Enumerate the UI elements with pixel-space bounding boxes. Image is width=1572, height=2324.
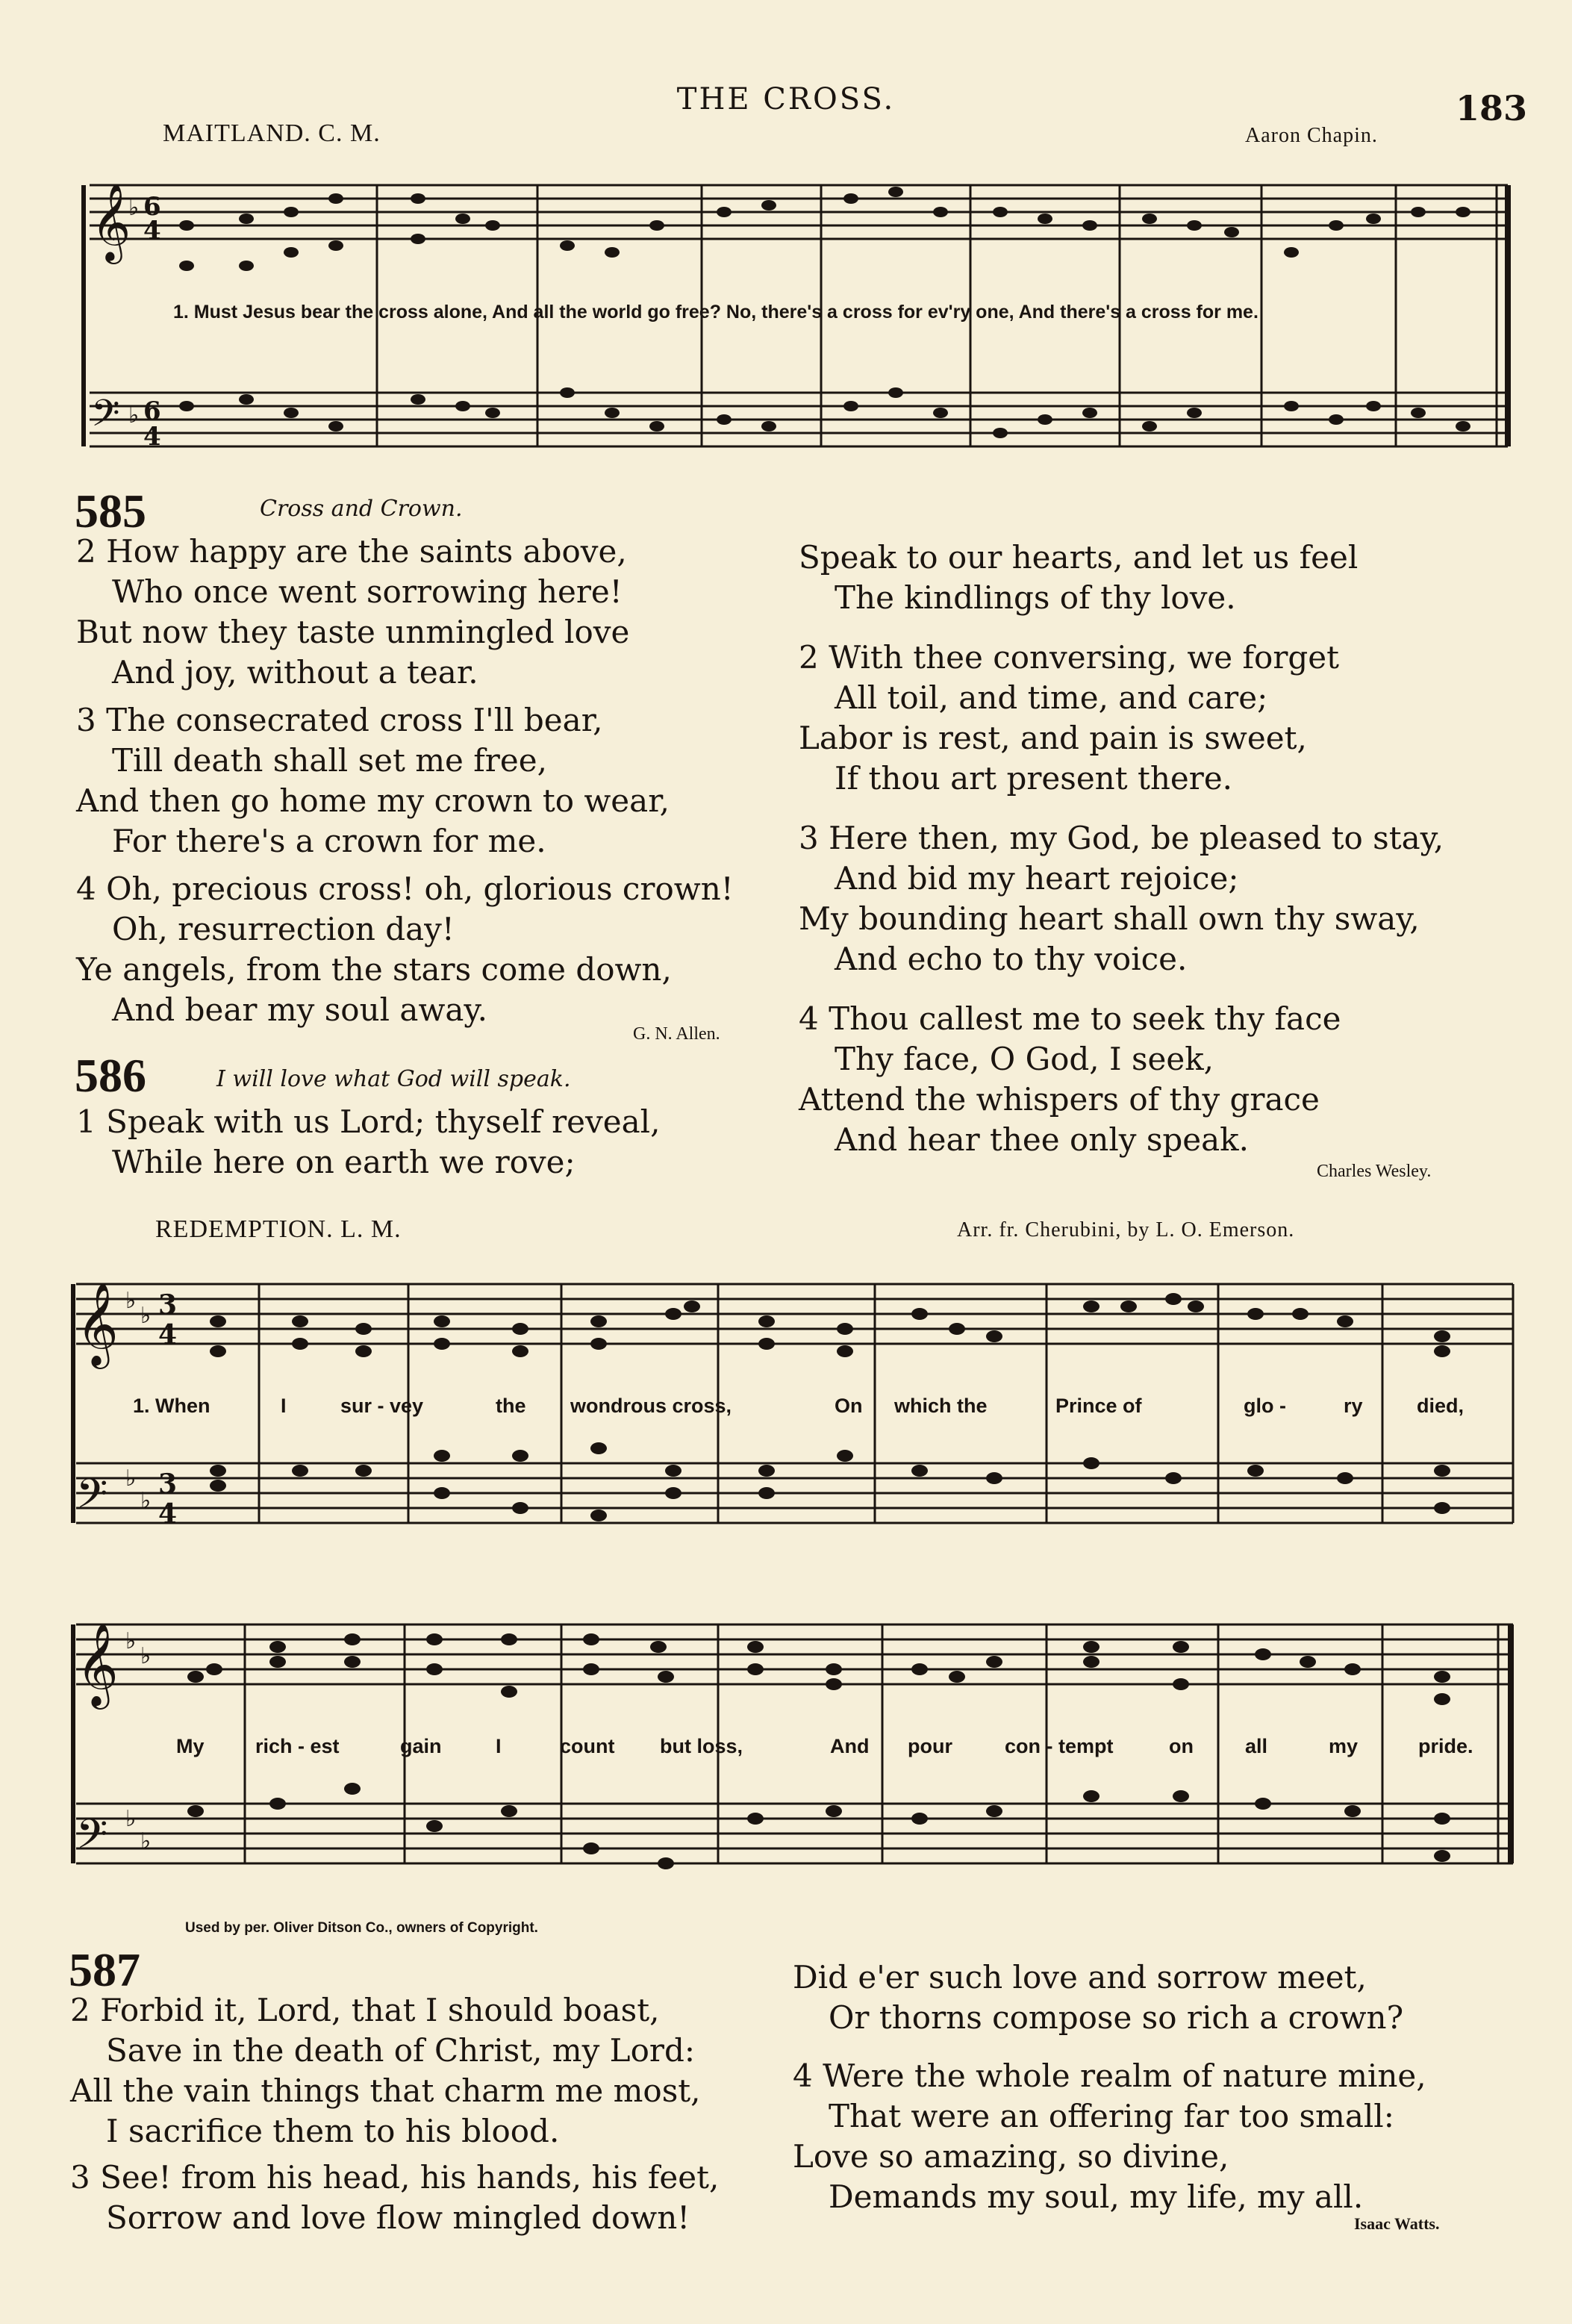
svg-text:3: 3	[158, 1289, 178, 1321]
verse-line: That were an offering far too small:	[829, 2098, 1394, 2134]
verse-line: Demands my soul, my life, my all.	[829, 2178, 1364, 2215]
author-587: Isaac Watts.	[1354, 2214, 1440, 2233]
verse-line: 4 Thou callest me to seek thy face	[799, 1000, 1341, 1037]
verse-line: 1 Speak with us Lord; thyself reveal,	[76, 1103, 661, 1140]
verse-line: Attend the whispers of thy grace	[799, 1081, 1320, 1118]
verse-line: Love so amazing, so divine,	[793, 2138, 1229, 2175]
verse-line: 3 The consecrated cross I'll bear,	[76, 702, 603, 738]
svg-text:♭: ♭	[128, 195, 140, 221]
lyric-syllable: wondrous cross,	[570, 1395, 732, 1417]
hymn-586-verses-left	[76, 1102, 660, 1183]
svg-text:4: 4	[143, 216, 161, 246]
hymn-number-586: 586	[75, 1049, 146, 1102]
page-title: THE CROSS.	[676, 82, 896, 116]
svg-text:♭: ♭	[140, 1643, 152, 1669]
lyric-syllable: Prince of	[1055, 1395, 1142, 1417]
lyric-syllable: My	[176, 1735, 205, 1757]
verse-line: Ye angels, from the stars come down,	[76, 951, 672, 988]
verse-line: And hear thee only speak.	[835, 1121, 1249, 1158]
svg-text:6: 6	[143, 192, 161, 222]
lyric-syllable: pour	[908, 1735, 952, 1757]
lyric-line-maitland: 1. Must Jesus bear the cross alone, And all the world go free? No, there's a cross for ev'ry one, And there's a cross for me.	[173, 302, 1258, 323]
lyric-syllable: On	[835, 1395, 863, 1417]
verse-line: If thou art present there.	[835, 760, 1233, 797]
verse-line: Or thorns compose so rich a crown?	[829, 1999, 1404, 2036]
svg-text:6: 6	[143, 396, 161, 426]
copyright-credit: Used by per. Oliver Ditson Co., owners of Copyright.	[185, 1920, 538, 1936]
svg-text:4: 4	[158, 1319, 178, 1351]
lyric-syllable: died,	[1417, 1395, 1465, 1417]
tune-name-redemption: REDEMPTION. L. M.	[155, 1215, 402, 1243]
svg-text:♭: ♭	[125, 1806, 137, 1832]
lyric-syllable: I	[496, 1735, 502, 1757]
verse-line: But now they taste unmingled love	[76, 614, 630, 650]
lyric-syllable: ry	[1344, 1395, 1363, 1417]
music-system-maitland	[75, 170, 1515, 491]
lyric-syllable: all	[1245, 1735, 1268, 1757]
verse-line: 2 With thee conversing, we forget	[799, 639, 1340, 676]
lyric-syllable: but loss,	[660, 1735, 743, 1757]
svg-text:4: 4	[158, 1498, 178, 1530]
verse-line: All the vain things that charm me most,	[70, 2072, 701, 2109]
verse-line: Speak to our hearts, and let us feel	[799, 539, 1359, 576]
hymn-title-585: Cross and Crown.	[260, 496, 463, 522]
verse-line: I sacrifice them to his blood.	[106, 2113, 560, 2149]
svg-text:𝄢: 𝄢	[91, 392, 120, 444]
verse-line: 4 Were the whole realm of nature mine,	[793, 2057, 1426, 2094]
hymn-586-verses-right	[799, 538, 1444, 1160]
composer-cherubini-emerson: Arr. fr. Cherubini, by L. O. Emerson.	[957, 1218, 1295, 1242]
verse-line: Labor is rest, and pain is sweet,	[799, 720, 1307, 756]
lyrics-row-redemption-2	[0, 1735, 1572, 1765]
verse-line: 3 See! from his head, his hands, his feet,	[70, 2159, 720, 2196]
lyric-syllable: 1. When	[133, 1395, 210, 1417]
verse-line: For there's a crown for me.	[112, 823, 546, 859]
verse-line: And joy, without a tear.	[112, 654, 478, 691]
hymn-587-verses-right	[793, 1957, 1426, 2217]
hymn-585-verses	[76, 532, 734, 1030]
svg-text:𝄢: 𝄢	[76, 1470, 108, 1527]
verse-line: 2 How happy are the saints above,	[76, 533, 627, 570]
svg-text:𝄢: 𝄢	[76, 1810, 108, 1868]
composer-aaron-chapin: Aaron Chapin.	[1245, 124, 1378, 147]
verse-line: Oh, resurrection day!	[112, 911, 455, 947]
verse-line: Sorrow and love flow mingled down!	[106, 2199, 690, 2236]
svg-text:4: 4	[143, 422, 161, 452]
lyric-syllable: And	[830, 1735, 870, 1757]
lyric-syllable: glo -	[1244, 1395, 1286, 1417]
svg-text:3: 3	[158, 1468, 178, 1500]
lyric-syllable: rich - est	[255, 1735, 340, 1757]
lyric-syllable: count	[560, 1735, 615, 1757]
svg-text:♭: ♭	[128, 402, 140, 429]
verse-line: Did e'er such love and sorrow meet,	[793, 1959, 1367, 1996]
verse-line: 3 Here then, my God, be pleased to stay,	[799, 820, 1444, 856]
verse-line: Save in the death of Christ, my Lord:	[106, 2032, 695, 2069]
lyric-syllable: gain	[400, 1735, 442, 1757]
verse-line: And bear my soul away.	[112, 991, 487, 1028]
lyric-syllable: pride.	[1418, 1735, 1473, 1757]
hymn-587-verses-left	[70, 1990, 719, 2238]
lyrics-row-redemption-1	[0, 1395, 1572, 1424]
author-586: Charles Wesley.	[1317, 1162, 1432, 1181]
verse-line: And bid my heart rejoice;	[835, 860, 1239, 897]
svg-text:𝄞: 𝄞	[76, 1622, 119, 1706]
svg-text:♭: ♭	[140, 1828, 152, 1854]
verse-line: And echo to thy voice.	[835, 941, 1188, 977]
lyric-syllable: which the	[894, 1395, 988, 1417]
svg-text:𝄞: 𝄞	[76, 1282, 119, 1365]
page-number: 183	[1456, 88, 1528, 128]
verse-line: Who once went sorrowing here!	[112, 573, 623, 610]
verse-line: 4 Oh, precious cross! oh, glorious crown!	[76, 870, 734, 907]
lyric-syllable: I	[281, 1395, 287, 1417]
svg-text:♭: ♭	[140, 1488, 152, 1514]
svg-text:𝄞: 𝄞	[91, 183, 131, 261]
hymn-number-587: 587	[69, 1943, 140, 1996]
author-585: G. N. Allen.	[633, 1024, 720, 1044]
verse-line: Till death shall set me free,	[112, 742, 547, 779]
verse-line: All toil, and time, and care;	[835, 679, 1268, 716]
tune-name-maitland: MAITLAND. C. M.	[163, 119, 381, 147]
svg-text:♭: ♭	[125, 1288, 137, 1314]
verse-line: While here on earth we rove;	[112, 1144, 576, 1180]
lyric-syllable: on	[1169, 1735, 1194, 1757]
svg-text:♭: ♭	[125, 1465, 137, 1492]
svg-text:♭: ♭	[140, 1303, 152, 1329]
verse-line: My bounding heart shall own thy sway,	[799, 900, 1420, 937]
lyric-syllable: sur - vey	[340, 1395, 424, 1417]
lyric-syllable: con - tempt	[1005, 1735, 1114, 1757]
verse-line: Thy face, O God, I seek,	[835, 1041, 1214, 1077]
verse-line: The kindlings of thy love.	[835, 579, 1236, 616]
svg-text:♭: ♭	[125, 1628, 137, 1654]
verse-line: 2 Forbid it, Lord, that I should boast,	[70, 1992, 660, 2028]
hymn-title-586: I will love what God will speak.	[216, 1066, 571, 1092]
lyric-syllable: the	[496, 1395, 526, 1417]
verse-line: And then go home my crown to wear,	[76, 782, 670, 819]
lyric-syllable: my	[1329, 1735, 1359, 1757]
hymn-number-585: 585	[75, 485, 146, 538]
